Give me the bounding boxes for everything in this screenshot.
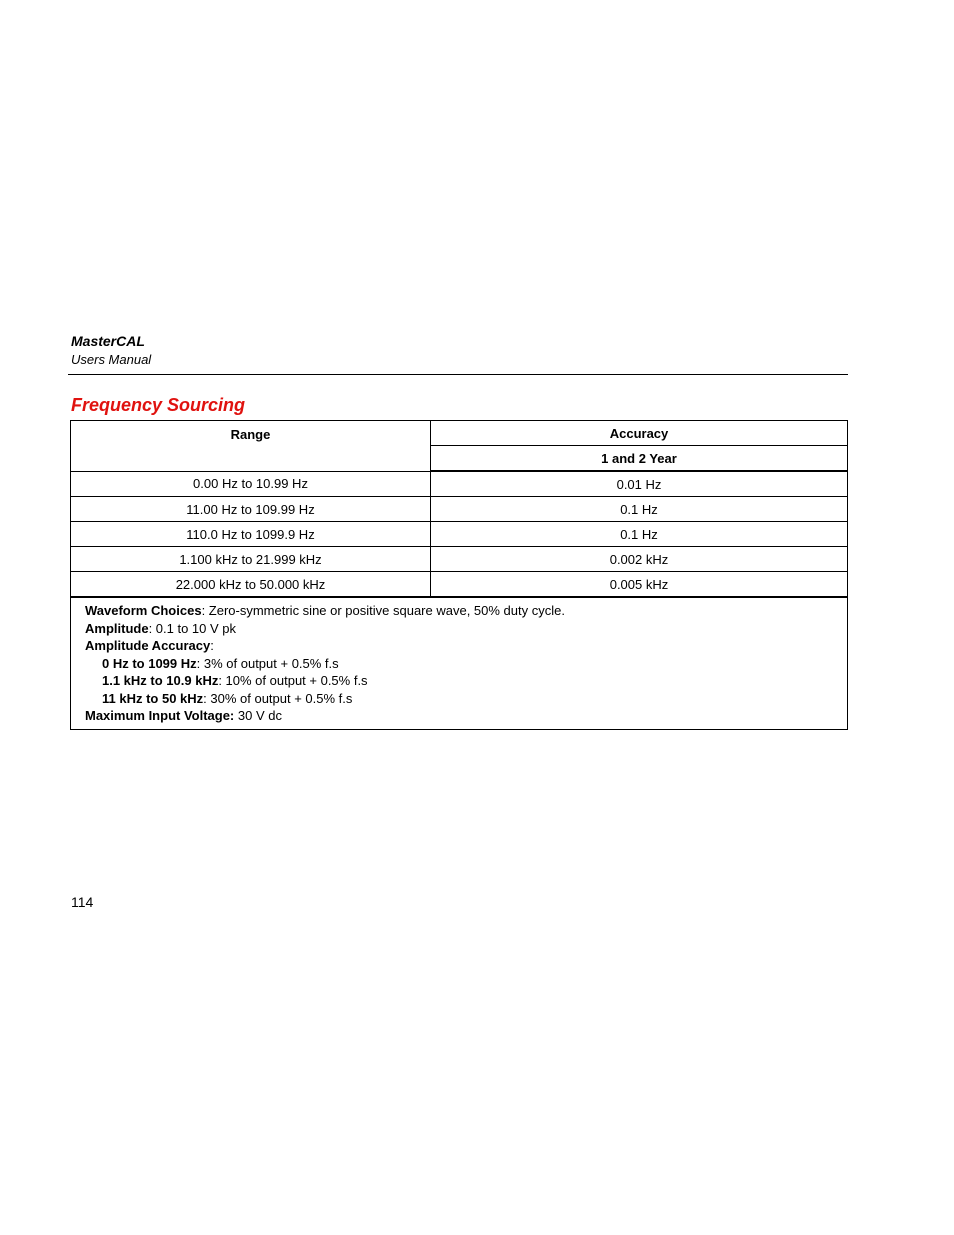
accuracy-item: [85, 690, 833, 708]
notes-row: [71, 597, 848, 729]
accuracy-item-value: : 30% of output + 0.5% f.s: [203, 690, 353, 706]
section-title: Frequency Sourcing: [71, 395, 246, 415]
amplitude-note: [85, 620, 833, 638]
amplitude-accuracy-label: Amplitude Accuracy: [85, 638, 211, 653]
accuracy-item: [85, 672, 833, 690]
table-header-row: [71, 421, 848, 446]
table-row: [71, 547, 848, 572]
range-column-header: Range: [71, 421, 431, 472]
accuracy-column-header: Accuracy: [431, 421, 848, 446]
waveform-note: [85, 602, 833, 620]
range-cell: 11.00 Hz to 109.99 Hz: [71, 497, 431, 522]
accuracy-subheader: 1 and 2 Year: [431, 446, 848, 472]
amplitude-label: Amplitude: [85, 620, 149, 636]
accuracy-cell: 0.1 Hz: [431, 497, 848, 522]
max-voltage-label: Maximum Input Voltage:: [85, 708, 235, 723]
page-number: 114: [71, 894, 94, 910]
max-voltage-note: [85, 707, 833, 725]
accuracy-item: [85, 655, 833, 673]
amplitude-accuracy-value: :: [210, 638, 214, 653]
accuracy-cell: 0.1 Hz: [431, 522, 848, 547]
accuracy-cell: 0.002 kHz: [431, 547, 848, 572]
accuracy-item-label: 11 kHz to 50 kHz: [102, 690, 204, 706]
accuracy-item-value: : 3% of output + 0.5% f.s: [196, 655, 339, 671]
amplitude-value: : 0.1 to 10 V pk: [148, 620, 237, 636]
frequency-spec-table: [70, 420, 848, 730]
document-subtitle: Users Manual: [71, 352, 152, 367]
document-title: MasterCAL: [71, 333, 145, 349]
header-rule: [68, 374, 848, 375]
accuracy-item-label: 1.1 kHz to 10.9 kHz: [102, 673, 219, 688]
range-cell: 22.000 kHz to 50.000 kHz: [71, 572, 431, 598]
accuracy-item-label: 0 Hz to 1099 Hz: [102, 655, 197, 671]
table-row: [71, 522, 848, 547]
accuracy-item-value: : 10% of output + 0.5% f.s: [218, 673, 368, 688]
range-cell: 110.0 Hz to 1099.9 Hz: [71, 522, 431, 547]
amplitude-accuracy-note: [85, 637, 833, 655]
range-cell: 0.00 Hz to 10.99 Hz: [71, 471, 431, 497]
table-row: [71, 572, 848, 598]
accuracy-cell: 0.005 kHz: [431, 572, 848, 598]
table-row: [71, 471, 848, 497]
max-voltage-value: 30 V dc: [234, 708, 282, 723]
accuracy-cell: 0.01 Hz: [431, 471, 848, 497]
table-row: [71, 497, 848, 522]
range-cell: 1.100 kHz to 21.999 kHz: [71, 547, 431, 572]
notes-cell: [71, 597, 848, 729]
waveform-value: : Zero-symmetric sine or positive square wave, 50% duty cycle.: [201, 603, 565, 618]
waveform-label: Waveform Choices: [85, 603, 202, 618]
